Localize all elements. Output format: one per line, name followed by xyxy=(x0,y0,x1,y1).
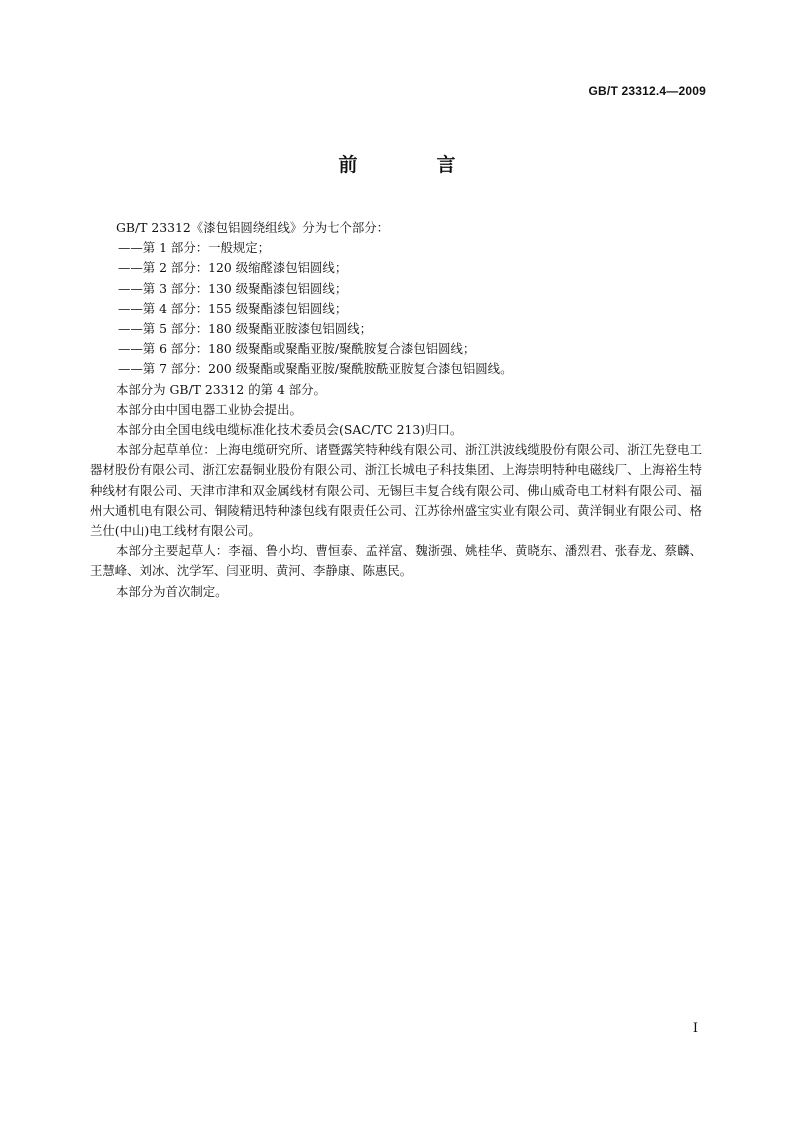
centralized-by-paragraph: 本部分由全国电线电缆标准化技术委员会(SAC/TC 213)归口。 xyxy=(116,422,463,438)
part-list-item: ——第 6 部分：180 级聚酯或聚酯亚胺/聚酰胺复合漆包铝圆线； xyxy=(118,341,476,357)
standard-code: GB/T 23312.4—2009 xyxy=(588,84,706,98)
part-list-item: ——第 3 部分：130 级聚酯漆包铝圆线； xyxy=(118,280,348,296)
first-edition-paragraph: 本部分为首次制定。 xyxy=(116,583,228,599)
part-of-paragraph: 本部分为 GB/T 23312 的第 4 部分。 xyxy=(116,381,326,397)
intro-paragraph: GB/T 23312《漆包铝圆绕组线》分为七个部分： xyxy=(116,220,390,235)
drafters-paragraph: 本部分主要起草人：李福、鲁小均、曹恒泰、孟祥富、魏浙强、姚桂华、黄晓东、潘烈君、张春龙、蔡麟、王慧峰、刘冰、沈学军、闫亚明、黄河、李静康、陈惠民。 xyxy=(90,543,702,579)
part-list-item: ——第 4 部分：155 级聚酯漆包铝圆线； xyxy=(118,300,348,316)
drafting-units-paragraph: 本部分起草单位：上海电缆研究所、诸暨露笑特种线有限公司、浙江洪波线缆股份有限公司、浙江先登电工器材股份有限公司、浙江宏磊铜业股份有限公司、浙江长城电子科技集团、上海崇明特种电磁线厂、上海裕生特种线材有限公司、天津市津和双金属线材有限公司、无锡巨丰复合线有限公司、佛山威奇电工材料有限公司、福州大通机电有限公司、铜陵精迅特种漆包线有限责任公司、江苏徐州盛宝实业有限公司、黄洋铜业有限公司、格兰仕(中山)电工线材有限公司。 xyxy=(90,442,702,539)
part-list-item: ——第 2 部分：120 级缩醛漆包铝圆线； xyxy=(118,260,348,276)
page-title: 前 言 xyxy=(338,154,486,176)
proposed-by-paragraph: 本部分由中国电器工业协会提出。 xyxy=(116,401,302,417)
foreword-body xyxy=(90,218,702,602)
page-number: I xyxy=(692,1021,698,1036)
part-list-item: ——第 7 部分：200 级聚酯或聚酯亚胺/聚酰胺酰亚胺复合漆包铝圆线。 xyxy=(118,361,513,377)
part-list-item: ——第 1 部分：一般规定； xyxy=(118,240,271,256)
part-list-item: ——第 5 部分：180 级聚酯亚胺漆包铝圆线； xyxy=(118,321,372,337)
